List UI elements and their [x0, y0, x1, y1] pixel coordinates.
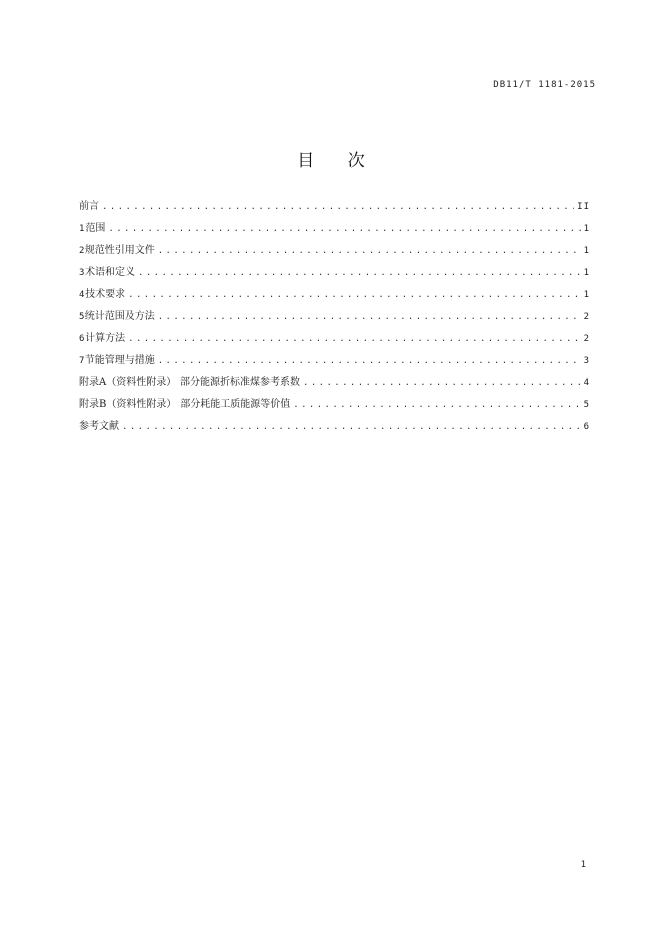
dot-leader	[138, 265, 581, 281]
dot-leader	[303, 375, 581, 391]
toc-entry-subtitle: 部分能源折标准煤参考系数	[180, 377, 300, 388]
toc-entry-label: 技术要求	[85, 289, 126, 300]
dot-leader	[293, 397, 580, 413]
toc-entry-appendix-a[interactable]	[79, 375, 590, 397]
toc-entry-label: 前言	[79, 201, 99, 212]
dot-leader	[122, 419, 581, 435]
table-of-contents	[79, 199, 590, 441]
dot-leader	[158, 309, 581, 325]
toc-entry-label: 规范性引用文件	[84, 245, 155, 256]
toc-entry-page: 4	[583, 378, 590, 388]
toc-entry-normative-references[interactable]	[79, 243, 590, 265]
toc-entry-page: II	[577, 202, 590, 212]
document-code: DB11/T 1181-2015	[493, 80, 596, 90]
page-title: 目 次	[297, 151, 379, 171]
dot-leader	[128, 331, 580, 347]
toc-entry-label: 范围	[85, 223, 106, 234]
toc-entry-terms-definitions[interactable]	[79, 265, 590, 287]
page-number: 1	[580, 860, 586, 870]
toc-entry-subtitle: 部分耗能工质能源等价值	[180, 399, 291, 410]
toc-entry-appendix-b[interactable]	[79, 397, 590, 419]
toc-entry-page: 3	[583, 356, 590, 366]
toc-entry-scope[interactable]	[79, 221, 590, 243]
toc-entry-label: 计算方法	[85, 333, 126, 344]
toc-entry-label: 附录A（资料性附录）	[79, 377, 177, 388]
dot-leader	[158, 353, 581, 369]
toc-entry-page: 1	[583, 246, 590, 256]
toc-entry-label: 附录B（资料性附录）	[79, 399, 177, 410]
toc-entry-page: 2	[583, 334, 590, 344]
dot-leader	[108, 221, 580, 237]
toc-entry-label: 节能管理与措施	[84, 355, 155, 366]
toc-entry-page: 1	[583, 290, 590, 300]
toc-entry-label: 术语和定义	[85, 267, 135, 278]
toc-entry-statistics-scope[interactable]	[79, 309, 590, 331]
toc-entry-bibliography[interactable]	[79, 419, 590, 441]
toc-entry-technical-requirements[interactable]	[79, 287, 590, 309]
toc-entry-number: 7	[79, 356, 85, 366]
dot-leader	[158, 243, 581, 259]
dot-leader	[102, 199, 574, 215]
toc-entry-number: 4	[79, 290, 85, 300]
toc-entry-number: 5	[79, 312, 85, 322]
toc-entry-energy-management[interactable]	[79, 353, 590, 375]
dot-leader	[128, 287, 580, 303]
toc-entry-calculation-method[interactable]	[79, 331, 590, 353]
toc-entry-label: 统计范围及方法	[84, 311, 155, 322]
toc-entry-number: 1	[79, 224, 85, 234]
toc-entry-number: 3	[79, 268, 85, 278]
toc-entry-page: 2	[583, 312, 590, 322]
toc-entry-label: 参考文献	[79, 421, 119, 432]
toc-entry-number: 2	[79, 246, 85, 256]
toc-entry-page: 5	[583, 400, 590, 410]
toc-entry-number: 6	[79, 334, 85, 344]
toc-entry-page: 1	[583, 224, 590, 234]
toc-entry-page: 1	[583, 268, 590, 278]
toc-entry-foreword[interactable]	[79, 199, 590, 221]
toc-entry-page: 6	[583, 422, 590, 432]
